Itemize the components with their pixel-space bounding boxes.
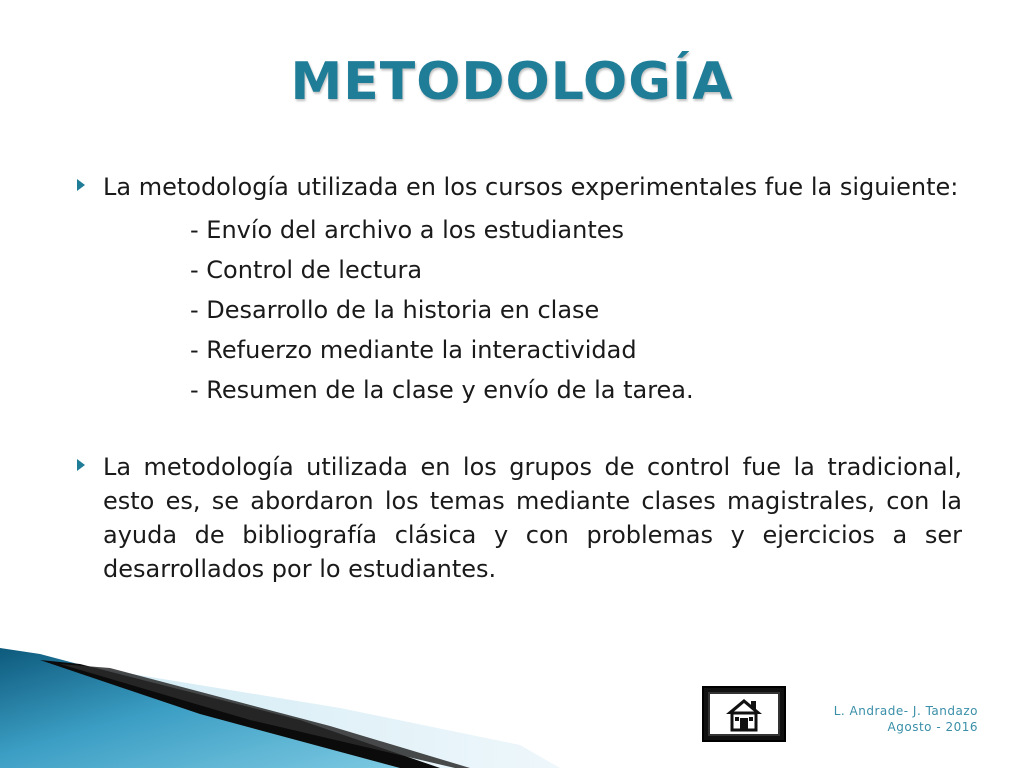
footer-date: Agosto - 2016 xyxy=(887,720,978,734)
bullet-arrow-icon xyxy=(77,179,85,191)
slide-footer xyxy=(834,703,978,735)
bullet-item xyxy=(76,170,962,410)
home-icon xyxy=(724,696,764,732)
bullet-item xyxy=(76,450,962,586)
footer-authors: L. Andrade- J. Tandazo xyxy=(833,704,978,718)
slide-body xyxy=(76,170,962,586)
list-item: - Envío del archivo a los estudiantes xyxy=(190,216,624,244)
home-button[interactable] xyxy=(702,686,786,742)
slide-title: METODOLOGÍA xyxy=(290,52,734,112)
bullet-arrow-icon xyxy=(77,459,85,471)
list-item: - Desarrollo de la historia en clase xyxy=(190,296,600,324)
list-item: - Resumen de la clase y envío de la tarea. xyxy=(190,376,694,404)
bullet-text: La metodología utilizada en los cursos experimentales fue la siguiente: xyxy=(103,173,959,201)
bullet-text: La metodología utilizada en los grupos de control fue la tradicional, esto es, se abordaron los temas mediante clases magistrales, con la ayuda de bibliografía clásica y con problemas y ejercicios a ser desarrollados por lo estudiantes. xyxy=(103,453,962,583)
list-item: - Refuerzo mediante la interactividad xyxy=(190,336,637,364)
list-item: - Control de lectura xyxy=(190,256,423,284)
subitem-list xyxy=(103,210,962,410)
